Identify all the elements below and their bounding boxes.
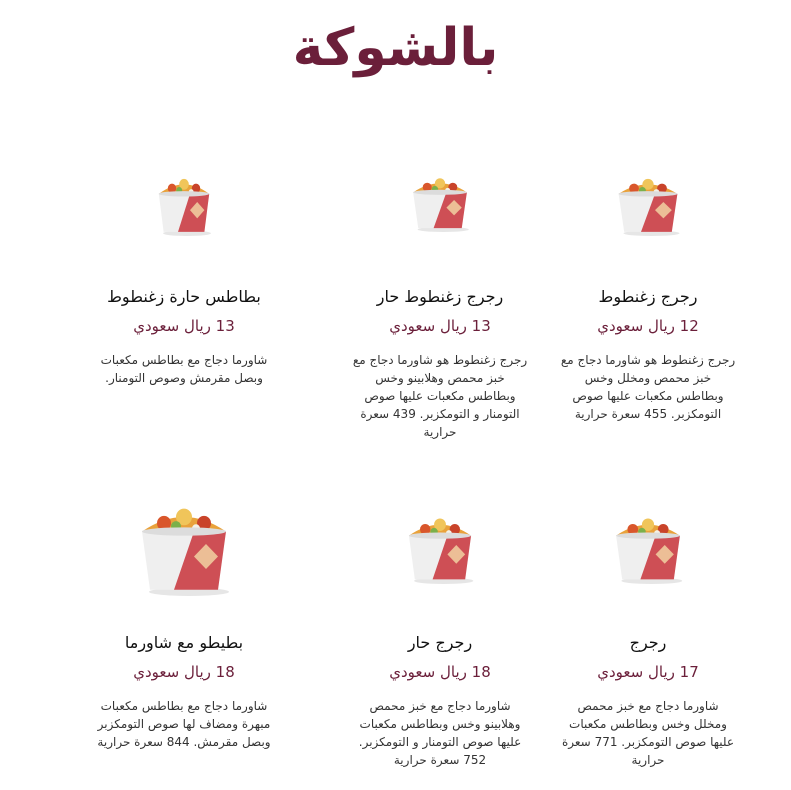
item-description: شاورما دجاج مع بطاطس مكعبات وبصل مقرمش وصوص التومنار.: [100, 353, 268, 385]
item-price: 13 ريال سعودي: [133, 317, 235, 335]
item-name: رجرج زغنطوط: [598, 287, 698, 306]
item-description: رجرج زغنطوط هو شاورما دجاج مع خبز محمص وهلابينو وخس وبطاطس مكعبات عليها صوص التومنار و التومكزبر. 439 سعرة حرارية: [352, 353, 528, 439]
item-name: بطيطو مع شاورما: [124, 633, 244, 652]
item-price: 12 ريال سعودي: [597, 317, 699, 335]
food-bowl-icon[interactable]: [154, 168, 214, 236]
food-bowl-icon[interactable]: [613, 168, 683, 236]
item-description: شاورما دجاج مع خبز محمص وهلابينو وخس وبطاطس مكعبات عليها صوص التومنار و التومكزبر. 752 سعرة حرارية: [358, 699, 522, 767]
item-description: رجرج زغنطوط هو شاورما دجاج مع خبز محمص ومخلل وخس وبطاطس مكعبات عليها صوص التومكزبر. 455 سعرة حرارية: [560, 353, 736, 421]
item-name: رجرج حار: [407, 633, 473, 652]
menu-item-card[interactable]: [84, 168, 284, 387]
page-title: بالشوكة: [292, 18, 499, 78]
menu-item-card[interactable]: [548, 506, 748, 769]
menu-item-card[interactable]: [84, 492, 284, 751]
item-price: 18 ريال سعودي: [133, 663, 235, 681]
item-description: شاورما دجاج مع خبز محمص ومخلل وخس وبطاطس مكعبات عليها صوص التومكزبر. 771 سعرة حرارية: [561, 699, 735, 767]
item-name: رجرج زغنطوط حار: [376, 287, 504, 306]
item-name: رجرج: [629, 633, 667, 652]
menu-item-card[interactable]: [548, 168, 748, 423]
item-price: 18 ريال سعودي: [389, 663, 491, 681]
food-bowl-icon[interactable]: [408, 168, 472, 232]
item-price: 17 ريال سعودي: [597, 663, 699, 681]
food-bowl-icon[interactable]: [134, 492, 234, 596]
menu-item-card[interactable]: [340, 506, 540, 769]
menu-item-card[interactable]: [340, 168, 540, 441]
item-name: بطاطس حارة زغنطوط: [107, 287, 261, 306]
food-bowl-icon[interactable]: [403, 506, 477, 584]
item-price: 13 ريال سعودي: [389, 317, 491, 335]
food-bowl-icon[interactable]: [610, 506, 686, 584]
item-description: شاورما دجاج مع بطاطس مكعبات مبهرة ومضاف لها صوص التومكزبر وبصل مقرمش. 844 سعرة حرارية: [97, 699, 271, 749]
